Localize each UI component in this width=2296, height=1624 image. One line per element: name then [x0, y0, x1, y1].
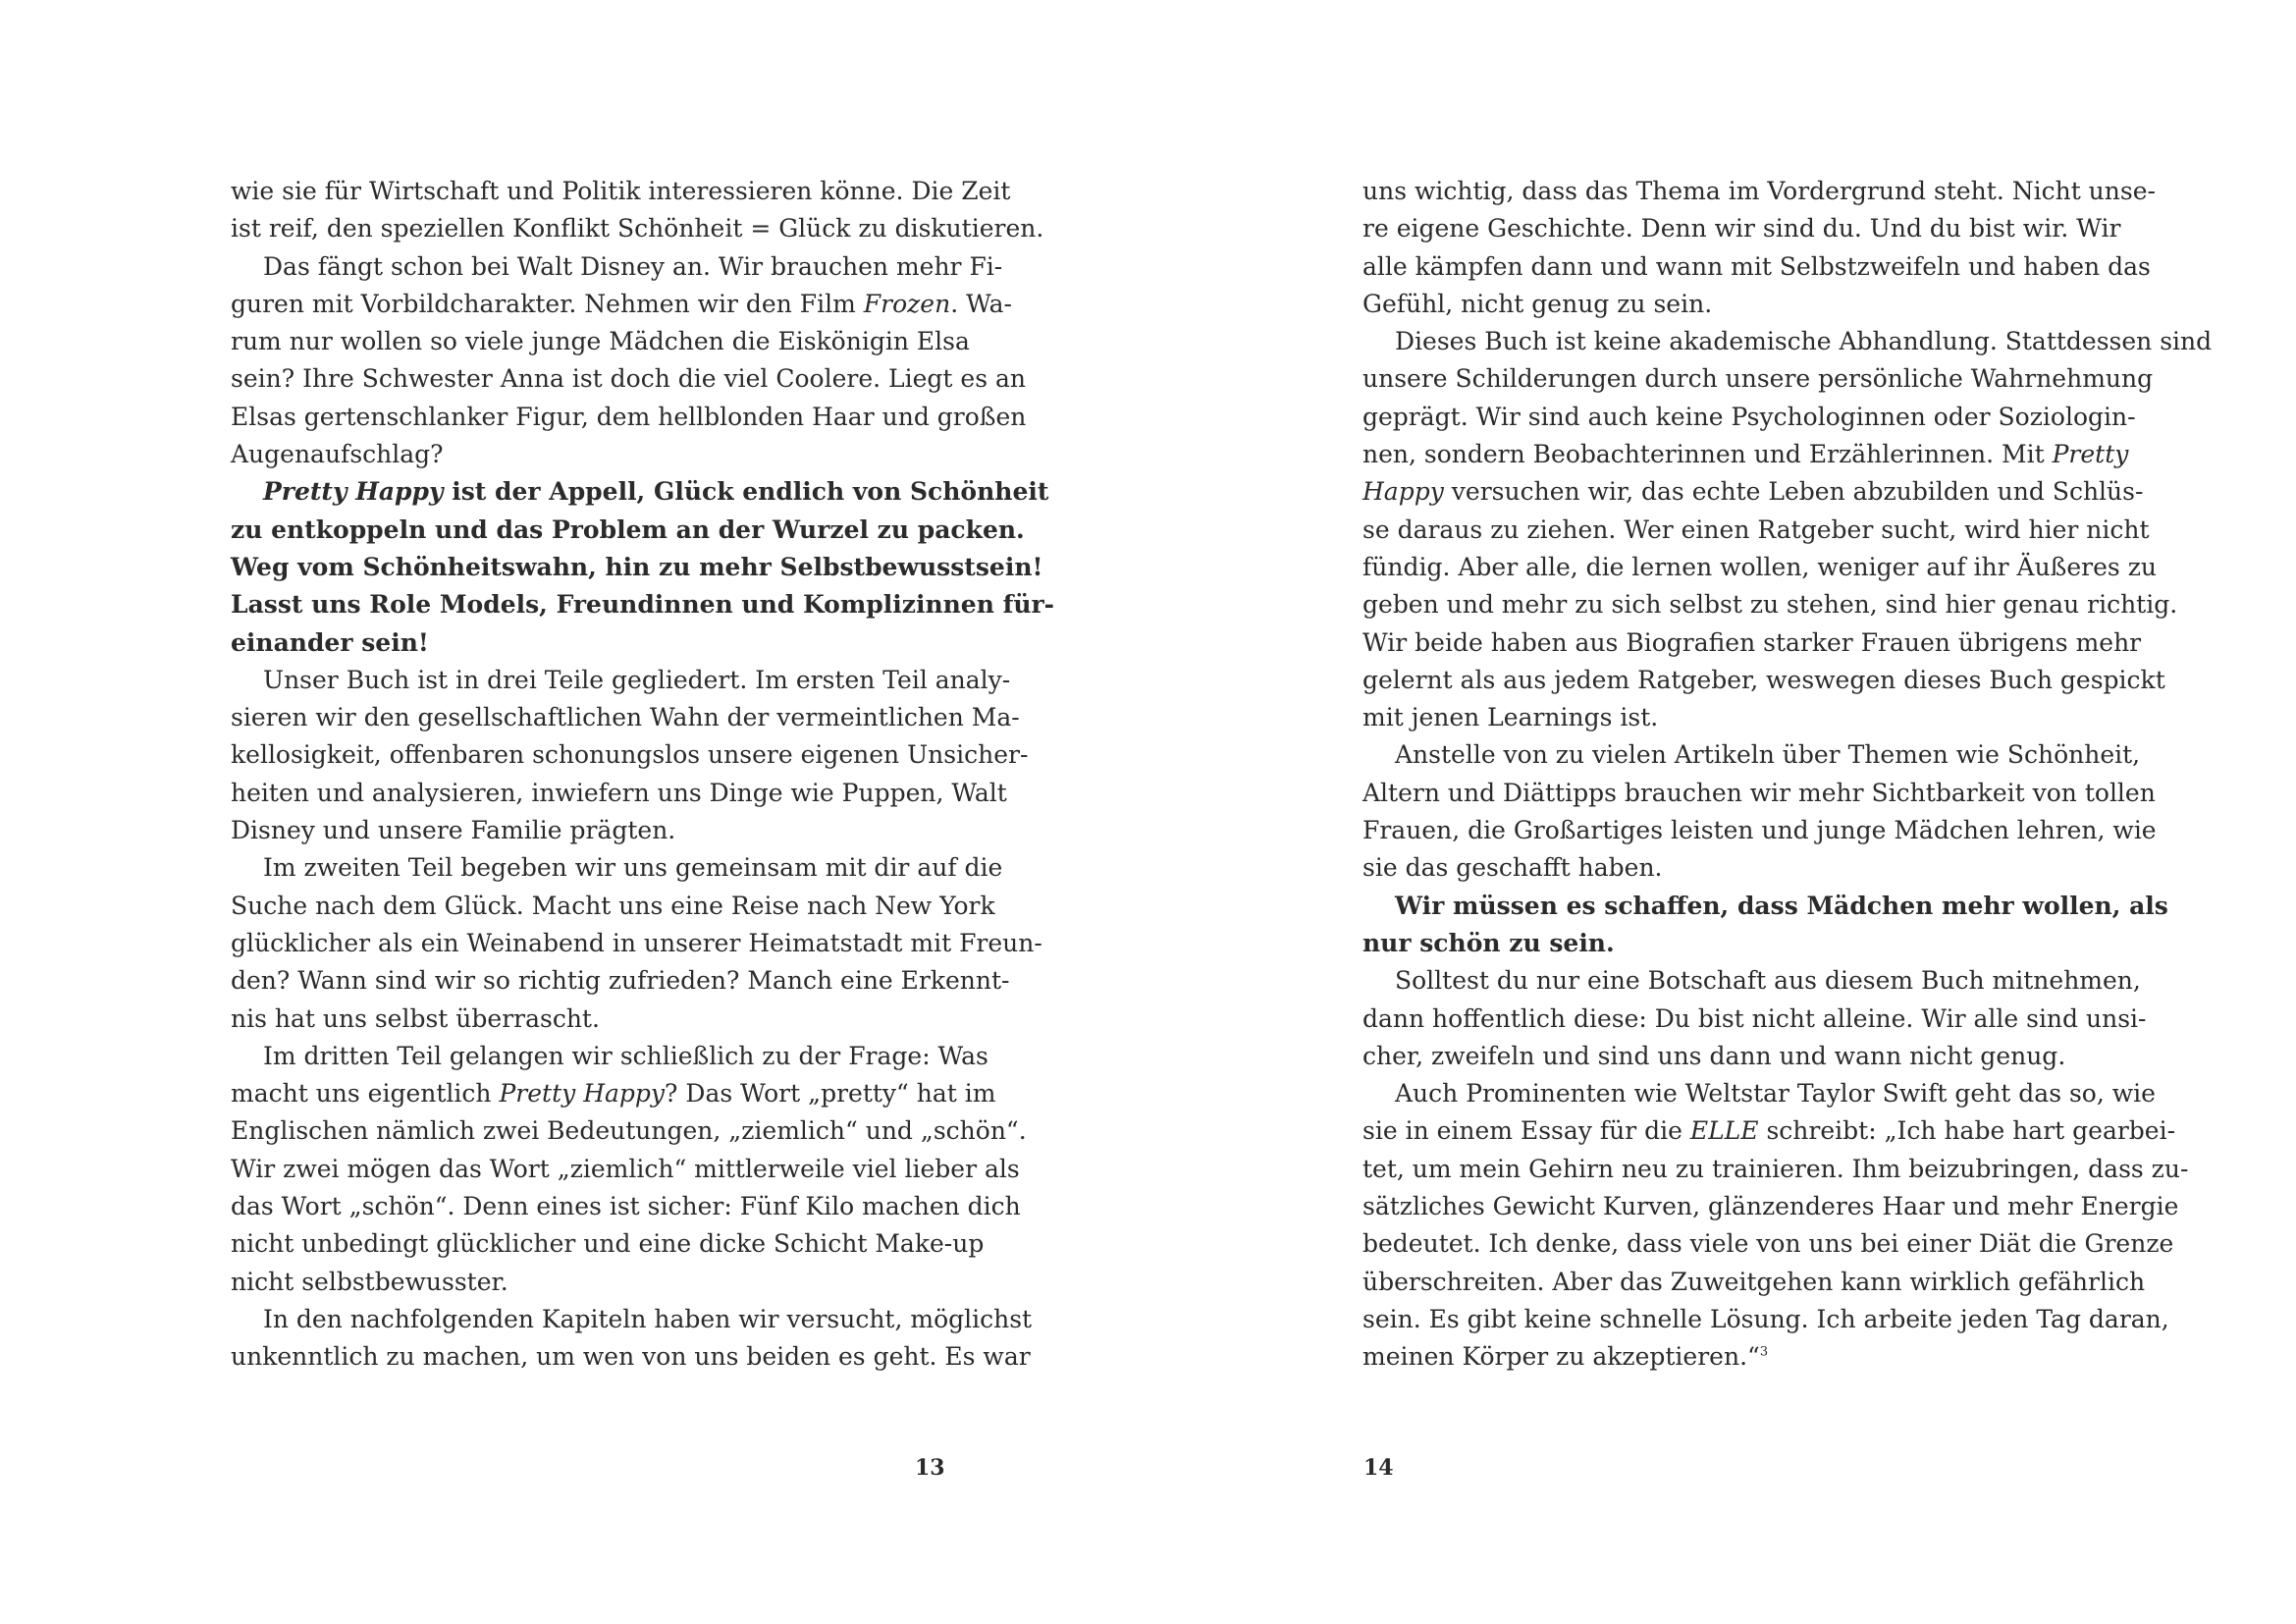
- text-line: Augenaufschlag?: [231, 440, 444, 469]
- text-line: Das fängt schon bei Walt Disney an. Wir brauchen mehr Fi-: [263, 251, 1003, 281]
- text-line: Lasst uns Role Models, Freundinnen und Komplizinnen für-: [231, 590, 1055, 620]
- text-line: Im zweiten Teil begeben wir uns gemeinsam mit dir auf die: [263, 853, 1003, 883]
- text-line: gelernt als aus jedem Ratgeber, weswegen dieses Buch gespickt: [1362, 665, 2165, 694]
- right-page-text: [1362, 173, 2213, 1377]
- text-line: Dieses Buch ist keine akademische Abhandlung. Stattdessen sind: [1395, 327, 2213, 356]
- text-line: dann hoffentlich diese: Du bist nicht alleine. Wir alle sind unsi-: [1362, 1003, 2147, 1033]
- text-line: Disney und unsere Familie prägten.: [231, 816, 676, 845]
- text-line: macht uns eigentlich Pretty Happy? Das Wort „pretty“ hat im: [231, 1079, 996, 1109]
- text-line: Gefühl, nicht genug zu sein.: [1362, 289, 1713, 318]
- text-line: Wir beide haben aus Biografien starker Frauen übrigens mehr: [1362, 627, 2142, 657]
- text-line: Wir zwei mögen das Wort „ziemlich“ mittlerweile viel lieber als: [231, 1154, 1020, 1183]
- text-line: sätzliches Gewicht Kurven, glänzenderes Haar und mehr Energie: [1362, 1192, 2179, 1221]
- text-line: Unser Buch ist in drei Teile gegliedert. Im ersten Teil analy-: [263, 665, 1011, 694]
- text-line: ist reif, den speziellen Konflikt Schönheit = Glück zu diskutieren.: [231, 214, 1044, 244]
- text-line: meinen Körper zu akzeptieren.“$^3$: [1362, 1342, 1769, 1372]
- text-line: bedeutet. Ich denke, dass viele von uns bei einer Diät die Grenze: [1362, 1229, 2174, 1259]
- page-number-left: 13: [915, 1455, 945, 1481]
- text-line: fündig. Aber alle, die lernen wollen, weniger auf ihr Äußeres zu: [1362, 552, 2157, 581]
- text-line: sein. Es gibt keine schnelle Lösung. Ich arbeite jeden Tag daran,: [1362, 1304, 2169, 1333]
- text-line: Elsas gertenschlanker Figur, dem hellblonden Haar und großen: [231, 402, 1027, 431]
- text-line: Im dritten Teil gelangen wir schließlich zu der Frage: Was: [263, 1041, 988, 1070]
- text-line: tet, um mein Gehirn neu zu trainieren. Ihm beizubringen, dass zu-: [1362, 1154, 2189, 1183]
- text-line: Auch Prominenten wie Weltstar Taylor Swift geht das so, wie: [1395, 1079, 2156, 1109]
- text-line: kellosigkeit, offenbaren schonungslos unsere eigenen Unsicher-: [231, 740, 1029, 770]
- text-line: sie das geschafft haben.: [1362, 853, 1663, 883]
- text-line: sie in einem Essay für die ELLE schreibt: „Ich habe hart gearbei-: [1362, 1116, 2176, 1146]
- text-line: Suche nach dem Glück. Macht uns eine Reise nach New York: [231, 891, 995, 920]
- text-line: nis hat uns selbst überrascht.: [231, 1003, 600, 1033]
- text-line: unsere Schilderungen durch unsere persönliche Wahrnehmung: [1362, 364, 2154, 394]
- text-line: Happy versuchen wir, das echte Leben abzubilden und Schlüs-: [1362, 477, 2144, 507]
- text-line: se daraus zu ziehen. Wer einen Ratgeber sucht, wird hier nicht: [1362, 514, 2150, 544]
- text-line: einander sein!: [231, 627, 429, 657]
- page-number-right: 14: [1363, 1455, 1394, 1481]
- text-line: nen, sondern Beobachterinnen und Erzählerinnen. Mit Pretty: [1362, 440, 2129, 469]
- text-line: nicht selbstbewusster.: [231, 1267, 508, 1296]
- text-line: Anstelle von zu vielen Artikeln über Themen wie Schönheit,: [1395, 740, 2141, 770]
- text-line: geprägt. Wir sind auch keine Psychologinnen oder Soziologin-: [1362, 402, 2136, 431]
- text-line: mit jenen Learnings ist.: [1362, 703, 1659, 732]
- text-line: überschreiten. Aber das Zuweitgehen kann wirklich gefährlich: [1362, 1267, 2146, 1296]
- text-line: Englischen nämlich zwei Bedeutungen, „ziemlich“ und „schön“.: [231, 1116, 1027, 1146]
- left-page-text: [231, 173, 1055, 1377]
- text-line: nicht unbedingt glücklicher und eine dicke Schicht Make-up: [231, 1229, 985, 1259]
- text-line: alle kämpfen dann und wann mit Selbstzweifeln und haben das: [1362, 251, 2151, 281]
- text-line: re eigene Geschichte. Denn wir sind du. Und du bist wir. Wir: [1362, 214, 2121, 244]
- text-line: glücklicher als ein Weinabend in unserer Heimatstadt mit Freun-: [231, 928, 1042, 957]
- text-line: zu entkoppeln und das Problem an der Wurzel zu packen.: [231, 514, 1025, 544]
- text-line: Weg vom Schönheitswahn, hin zu mehr Selbstbewusstsein!: [231, 552, 1043, 581]
- text-line: wie sie für Wirtschaft und Politik interessieren könne. Die Zeit: [231, 177, 1011, 205]
- text-line: unkenntlich zu machen, um wen von uns beiden es geht. Es war: [231, 1342, 1031, 1372]
- text-line: den? Wann sind wir so richtig zufrieden? Manch eine Erkennt-: [231, 966, 1010, 996]
- text-line: das Wort „schön“. Denn eines ist sicher: Fünf Kilo machen dich: [231, 1192, 1021, 1221]
- text-line: heiten und analysieren, inwiefern uns Dinge wie Puppen, Walt: [231, 778, 1007, 807]
- text-line: nur schön zu sein.: [1362, 928, 1615, 957]
- text-line: Pretty Happy ist der Appell, Glück endlich von Schönheit: [263, 477, 1049, 507]
- text-line: uns wichtig, dass das Thema im Vordergrund steht. Nicht unse-: [1362, 177, 2156, 205]
- text-line: In den nachfolgenden Kapiteln haben wir versucht, möglichst: [263, 1304, 1033, 1333]
- text-line: Solltest du nur eine Botschaft aus diesem Buch mitnehmen,: [1395, 966, 2141, 996]
- text-line: Altern und Diättipps brauchen wir mehr Sichtbarkeit von tollen: [1362, 778, 2156, 807]
- text-line: Frauen, die Großartiges leisten und junge Mädchen lehren, wie: [1362, 816, 2157, 845]
- text-line: cher, zweifeln und sind uns dann und wann nicht genug.: [1362, 1041, 2066, 1070]
- text-line: geben und mehr zu sich selbst zu stehen, sind hier genau richtig.: [1362, 590, 2178, 620]
- text-line: rum nur wollen so viele junge Mädchen die Eiskönigin Elsa: [231, 327, 970, 356]
- text-line: sein? Ihre Schwester Anna ist doch die viel Coolere. Liegt es an: [231, 364, 1026, 394]
- text-line: Wir müssen es schaffen, dass Mädchen mehr wollen, als: [1395, 891, 2168, 920]
- text-line: guren mit Vorbildcharakter. Nehmen wir den Film Frozen. Wa-: [231, 289, 1012, 318]
- text-line: sieren wir den gesellschaftlichen Wahn der vermeintlichen Ma-: [231, 703, 1020, 732]
